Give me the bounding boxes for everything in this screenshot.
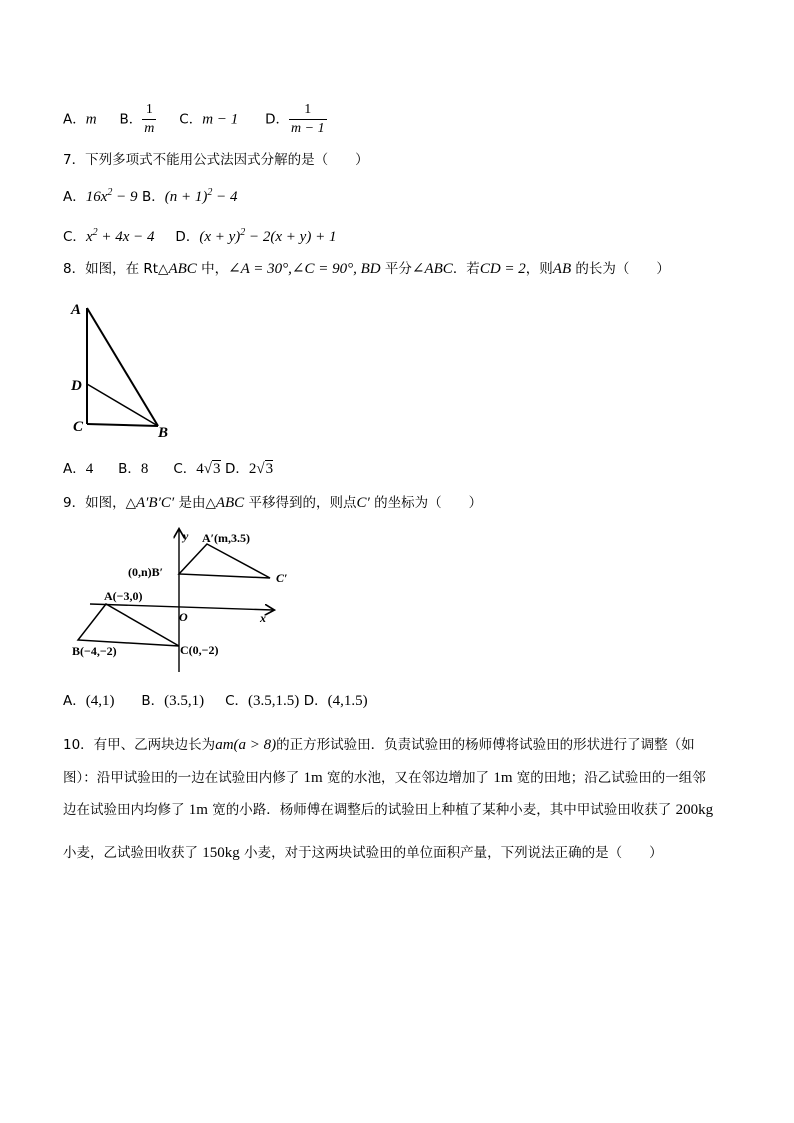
q6-option-b-label: B． [119, 111, 143, 128]
q9-option-d-label: D． [303, 693, 328, 709]
q7-option-a-label: A． [63, 189, 86, 205]
q9-option-a-label: A． [63, 693, 86, 709]
q6-option-d-fraction: $\frac{1}{m - 1}$ [291, 102, 325, 136]
q9-option-c: (3.5,1.5) [248, 693, 300, 709]
q9-label-o: O [179, 610, 188, 624]
q6-option-b-fraction: $\frac{1}{m}$ [144, 102, 155, 136]
q9-stem: 9．如图，△A′B′C′ 是由△ABC 平移得到的，则点C′ 的坐标为（ ） [63, 495, 483, 511]
q9-label-a-prime: A′(m,3.5) [202, 531, 251, 545]
q7-option-c: $x^2 + 4x - 4$ [85, 227, 155, 245]
q9-label-y: y [183, 529, 189, 543]
q8-label-c: C [73, 419, 84, 435]
q6-option-c-label: C． [179, 111, 203, 128]
q6-option-a-label: A． [63, 111, 86, 128]
q9-option-b-label: B． [141, 693, 165, 709]
q7-option-d-label: D． [175, 229, 200, 245]
q8-side-cb [87, 424, 158, 426]
q9-label-c-prime: C′ [276, 571, 288, 585]
q10-line-2: 图）：沿甲试验田的一边在试验田内修了 1m 宽的水池，又在邻边增加了 1m 宽的田地；沿乙试验田的一组邻 [63, 770, 706, 786]
q6-option-a: m [85, 111, 97, 128]
q8-stem: 8．如图，在 Rt△ABC 中，∠A = 30°,∠C = 90°, BD 平分∠ABC．若CD = 2，则AB 的长为（ ） [63, 261, 670, 277]
q9-coordinate-figure [68, 524, 288, 674]
q10-line-3: 边在试验田内均修了 1m 宽的小路．杨师傅在调整后的试验田上种植了某种小麦，其中甲试验田收获了 200kg [63, 802, 714, 818]
q9-option-d: (4,1.5) [327, 693, 368, 709]
q8-label-a: A [71, 302, 82, 318]
q7-options-row2 [63, 228, 336, 245]
q8-label-b: B [158, 425, 169, 441]
q10-line-1: 10．有甲、乙两块边长为am(a > 8)的正方形试验田．负责试验田的杨师傅将试验田的形状进行了调整（如 [63, 737, 695, 753]
q9-label-x: x [260, 611, 266, 625]
q7-option-c-label: C． [63, 229, 86, 245]
q8-side-ab [87, 308, 158, 426]
q8-option-a-label: A． [63, 461, 86, 477]
q8-option-b-label: B． [118, 461, 141, 477]
q6-option-d-label: D． [265, 111, 290, 128]
q10-line-4: 小麦，乙试验田收获了 150kg 小麦，对于这两块试验田的单位面积产量，下列说法正确的是（ ） [63, 845, 663, 861]
q8-option-d-label: D． [224, 461, 249, 477]
q9-triangle-abc [78, 604, 179, 646]
q7-option-b-label: B． [142, 189, 165, 205]
q9-label-a: A(−3,0) [104, 589, 143, 603]
q7-option-b: $(n + 1)^2 - 4$ [164, 187, 238, 205]
q8-bisector-bd [87, 384, 158, 426]
q8-triangle-figure [62, 296, 192, 442]
q6-option-c: m − 1 [202, 111, 239, 128]
q9-label-c: C(0,−2) [180, 643, 219, 657]
q7-option-a: $16x^2 - 9$ [85, 187, 138, 205]
q9-option-a: (4,1) [85, 693, 115, 709]
q8-option-c-label: C． [173, 461, 197, 477]
q8-option-a: 4 [85, 461, 94, 477]
q8-options [63, 462, 273, 477]
q9-options [63, 694, 368, 709]
q7-option-d: $(x + y)^2 - 2(x + y) + 1$ [199, 227, 337, 245]
q8-option-b: 8 [140, 461, 149, 477]
q7-options-row1 [63, 188, 238, 205]
q8-label-d: D [71, 378, 82, 394]
q8-option-c: 4√3 [196, 461, 221, 477]
q9-triangle-abc-prime [179, 544, 270, 578]
q9-option-c-label: C． [225, 693, 249, 709]
q9-label-b-prime: (0,n)B′ [128, 565, 164, 579]
q9-option-b: (3.5,1) [164, 693, 205, 709]
q9-label-b: B(−4,−2) [72, 644, 117, 658]
q6-options [63, 103, 327, 136]
q7-stem: 7．下列多项式不能用公式法因式分解的是（ ） [63, 152, 369, 168]
q8-option-d: 2√3 [248, 461, 274, 477]
